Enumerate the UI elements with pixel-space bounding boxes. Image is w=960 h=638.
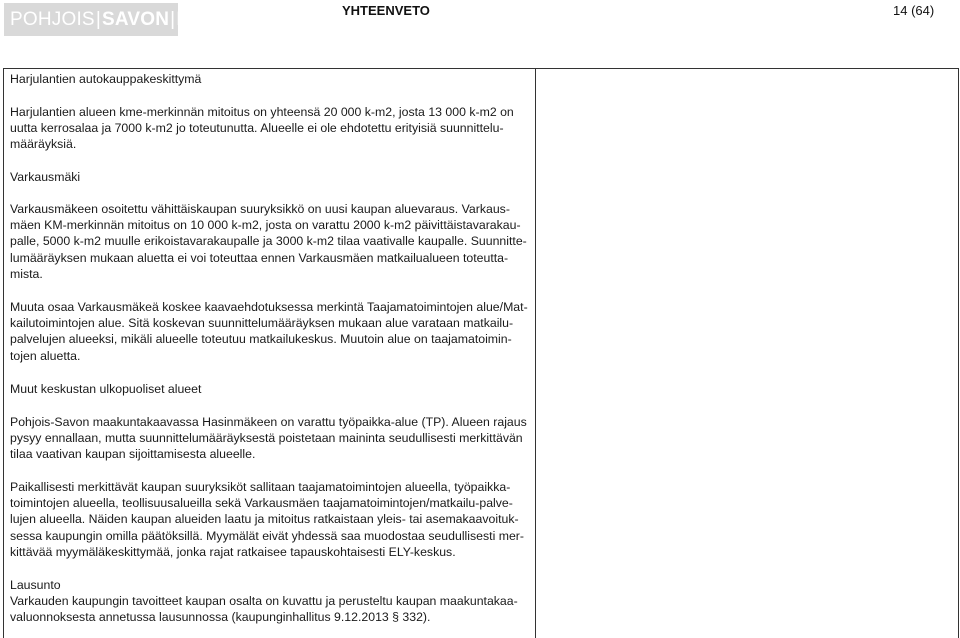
- logo-separator: |: [170, 9, 176, 30]
- paragraph: Harjulantien alueen kme-merkinnän mitoitus on yhteensä 20 000 k-m2, josta 13 000 k-m2 on uutta kerrosalaa ja 7000 k-m2 jo toteutunutta. Alueelle ei ole ehdotettu erityisiä suunnittelumääräyksiä.: [10, 105, 514, 152]
- section-heading: Lausunto: [10, 578, 61, 592]
- paragraph: Varkauden kaupungin tavoitteet kaupan osalta on kuvattu ja perusteltu kaupan maakuntakaavaluonnoksesta annetussa lausunnossa (kaupunginhallitus 9.12.2013 § 332).: [10, 594, 518, 625]
- paragraph: Muuta osaa Varkausmäkeä koskee kaavaehdotuksessa merkintä Taajamatoimintojen alue/Matkailutoimintojen alue. Sitä koskevan suunnittelumääräyksen mukaan alue varataan matkailupalvelujen alueeksi, mikäli alueelle toteutuu matkailukeskus. Muutoin alue on taajamatoimintojen aluetta.: [10, 300, 528, 363]
- organization-logo: [4, 3, 237, 36]
- content-table: [3, 68, 959, 638]
- logo-separator: |: [95, 9, 101, 30]
- column-divider: [535, 69, 536, 638]
- section-heading: Varkausmäki: [10, 170, 81, 184]
- paragraph: Paikallisesti merkittävät kaupan suuryksiköt sallitaan taajamatoimintojen alueella, työpaikkatoimintojen alueella, teollisuusalueilla sekä Varkausmäen taajamatoimintojen/matkailu-palvelujen alueella. Näiden kaupan alueiden laatu ja mitoitus ratkaistaan yleis- tai asemakaavoituksessa kaupungin omilla päätöksillä. Myymälät eivät yhdessä saa muodostaa seudullisesti merkittävää myymäläkeskittymää, jonka rajat ratkaisee tapauskohtaisesti ELY-keskus.: [10, 480, 525, 559]
- paragraph: Pohjois-Savon maakuntakaavassa Hasinmäkeen on varattu työpaikka-alue (TP). Alueen rajaus pysyy ennallaan, mutta suunnittelumääräyksestä poistetaan maininta seudullisesti merkittävän tilaa vaativan kaupan sijoittamisesta alueelle.: [10, 415, 527, 462]
- page-header-title: YHTEENVETO: [342, 3, 430, 18]
- section-heading: Muut keskustan ulkopuoliset alueet: [10, 382, 202, 396]
- paragraph: Varkausmäkeen osoitettu vähittäiskaupan suuryksikkö on uusi kaupan aluevaraus. Varkausmäen KM-merkinnän mitoitus on 10 000 k-m2, josta on varattu 2000 k-m2 päivittäistavarakaupalle, 5000 k-m2 muulle erikoistavarakaupalle ja 3000 k-m2 tilaa vaativalle kaupalle. Suunnittelumääräyksen mukaan aluetta ei voi toteuttaa ennen Varkausmäen matkailualueen toteuttamista.: [10, 202, 527, 281]
- page-number: 14 (64): [893, 3, 935, 18]
- logo-text-part2: SAVON: [101, 9, 170, 30]
- logo-text-part3: LIITTO: [176, 9, 237, 30]
- logo-text-part1: POHJOIS: [10, 9, 95, 30]
- section-heading: Harjulantien autokauppakeskittymä: [10, 72, 202, 86]
